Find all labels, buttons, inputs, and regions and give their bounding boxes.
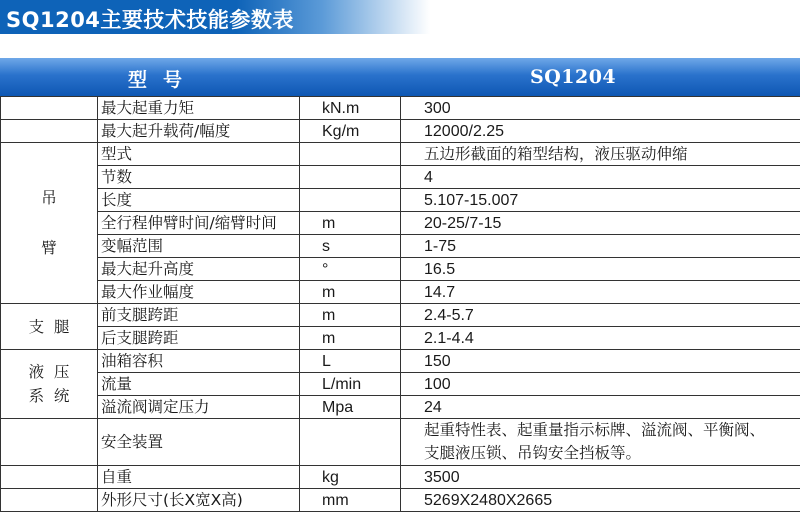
param-name: 型式 (98, 143, 300, 166)
param-name: 后支腿跨距 (98, 327, 300, 350)
table-row (1, 235, 800, 258)
table-row (1, 396, 800, 419)
param-name: 安全装置 (98, 419, 300, 466)
group-cell (1, 419, 98, 466)
param-value: 12000/2.25 (401, 120, 800, 143)
param-value: 24 (401, 396, 800, 419)
param-unit: m (300, 281, 401, 304)
param-name: 前支腿跨距 (98, 304, 300, 327)
group-cell (1, 489, 98, 512)
param-name: 变幅范围 (98, 235, 300, 258)
param-unit: m (300, 304, 401, 327)
group-cell (1, 97, 98, 120)
param-value: 100 (401, 373, 800, 396)
param-unit: kg (300, 466, 401, 489)
param-name: 节数 (98, 166, 300, 189)
param-value: 14.7 (401, 281, 800, 304)
table-row (1, 419, 800, 466)
group-cell (1, 466, 98, 489)
param-unit: mm (300, 489, 401, 512)
param-value (401, 419, 800, 466)
table-row (1, 212, 800, 235)
param-unit: L (300, 350, 401, 373)
param-value-line: 起重特性表、起重量指示标牌、溢流阀、平衡阀、 (424, 419, 800, 442)
group-label-hydraulic (1, 350, 98, 419)
param-unit: kN.m (300, 97, 401, 120)
param-unit: Kg/m (300, 120, 401, 143)
group-label-line: 臂 (1, 236, 97, 260)
param-value: 20-25/7-15 (401, 212, 800, 235)
param-name: 全行程伸臂时间/缩臂时间 (98, 212, 300, 235)
param-unit: L/min (300, 373, 401, 396)
group-label-outrigger (1, 304, 98, 350)
param-unit: s (300, 235, 401, 258)
param-value: 5.107-15.007 (401, 189, 800, 212)
table-row (1, 166, 800, 189)
param-value: 150 (401, 350, 800, 373)
group-label-boom (1, 143, 98, 304)
param-value: 5269X2480X2665 (401, 489, 800, 512)
table-row (1, 97, 800, 120)
param-name: 外形尺寸(长X宽X高) (98, 489, 300, 512)
param-unit: m (300, 212, 401, 235)
param-value: 3500 (401, 466, 800, 489)
table-header (0, 58, 800, 96)
table-row (1, 143, 800, 166)
table-row (1, 350, 800, 373)
param-unit (300, 143, 401, 166)
table-row (1, 304, 800, 327)
table-row (1, 373, 800, 396)
param-name: 长度 (98, 189, 300, 212)
param-value: 2.1-4.4 (401, 327, 800, 350)
group-label-line: 吊 (1, 186, 97, 210)
param-value-line: 支腿液压锁、吊钩安全挡板等。 (424, 442, 800, 465)
table-row (1, 327, 800, 350)
header-model-label: 型号 (128, 65, 198, 92)
title-banner (0, 0, 430, 34)
group-label-line: 支 腿 (1, 315, 97, 339)
param-unit: m (300, 327, 401, 350)
group-label-line: 液 压 (1, 360, 97, 384)
param-name: 流量 (98, 373, 300, 396)
param-name: 最大起重力矩 (98, 97, 300, 120)
param-name: 溢流阀调定压力 (98, 396, 300, 419)
table-row (1, 120, 800, 143)
table-row (1, 281, 800, 304)
group-cell (1, 120, 98, 143)
param-value: 16.5 (401, 258, 800, 281)
spec-table (0, 96, 800, 512)
table-row (1, 489, 800, 512)
page-title: SQ1204主要技术技能参数表 (6, 4, 294, 34)
param-value: 4 (401, 166, 800, 189)
header-model-value: SQ1204 (530, 66, 616, 88)
param-value: 2.4-5.7 (401, 304, 800, 327)
table-row (1, 466, 800, 489)
param-unit: ° (300, 258, 401, 281)
param-name: 最大起升载荷/幅度 (98, 120, 300, 143)
param-value: 五边形截面的箱型结构，液压驱动伸缩 (401, 143, 800, 166)
table-row (1, 258, 800, 281)
param-unit (300, 419, 401, 466)
param-name: 最大作业幅度 (98, 281, 300, 304)
param-name: 油箱容积 (98, 350, 300, 373)
param-name: 自重 (98, 466, 300, 489)
table-row (1, 189, 800, 212)
param-value: 300 (401, 97, 800, 120)
param-unit (300, 189, 401, 212)
param-name: 最大起升高度 (98, 258, 300, 281)
param-unit (300, 166, 401, 189)
group-label-line: 系 统 (1, 384, 97, 408)
param-unit: Mpa (300, 396, 401, 419)
param-value: 1-75 (401, 235, 800, 258)
